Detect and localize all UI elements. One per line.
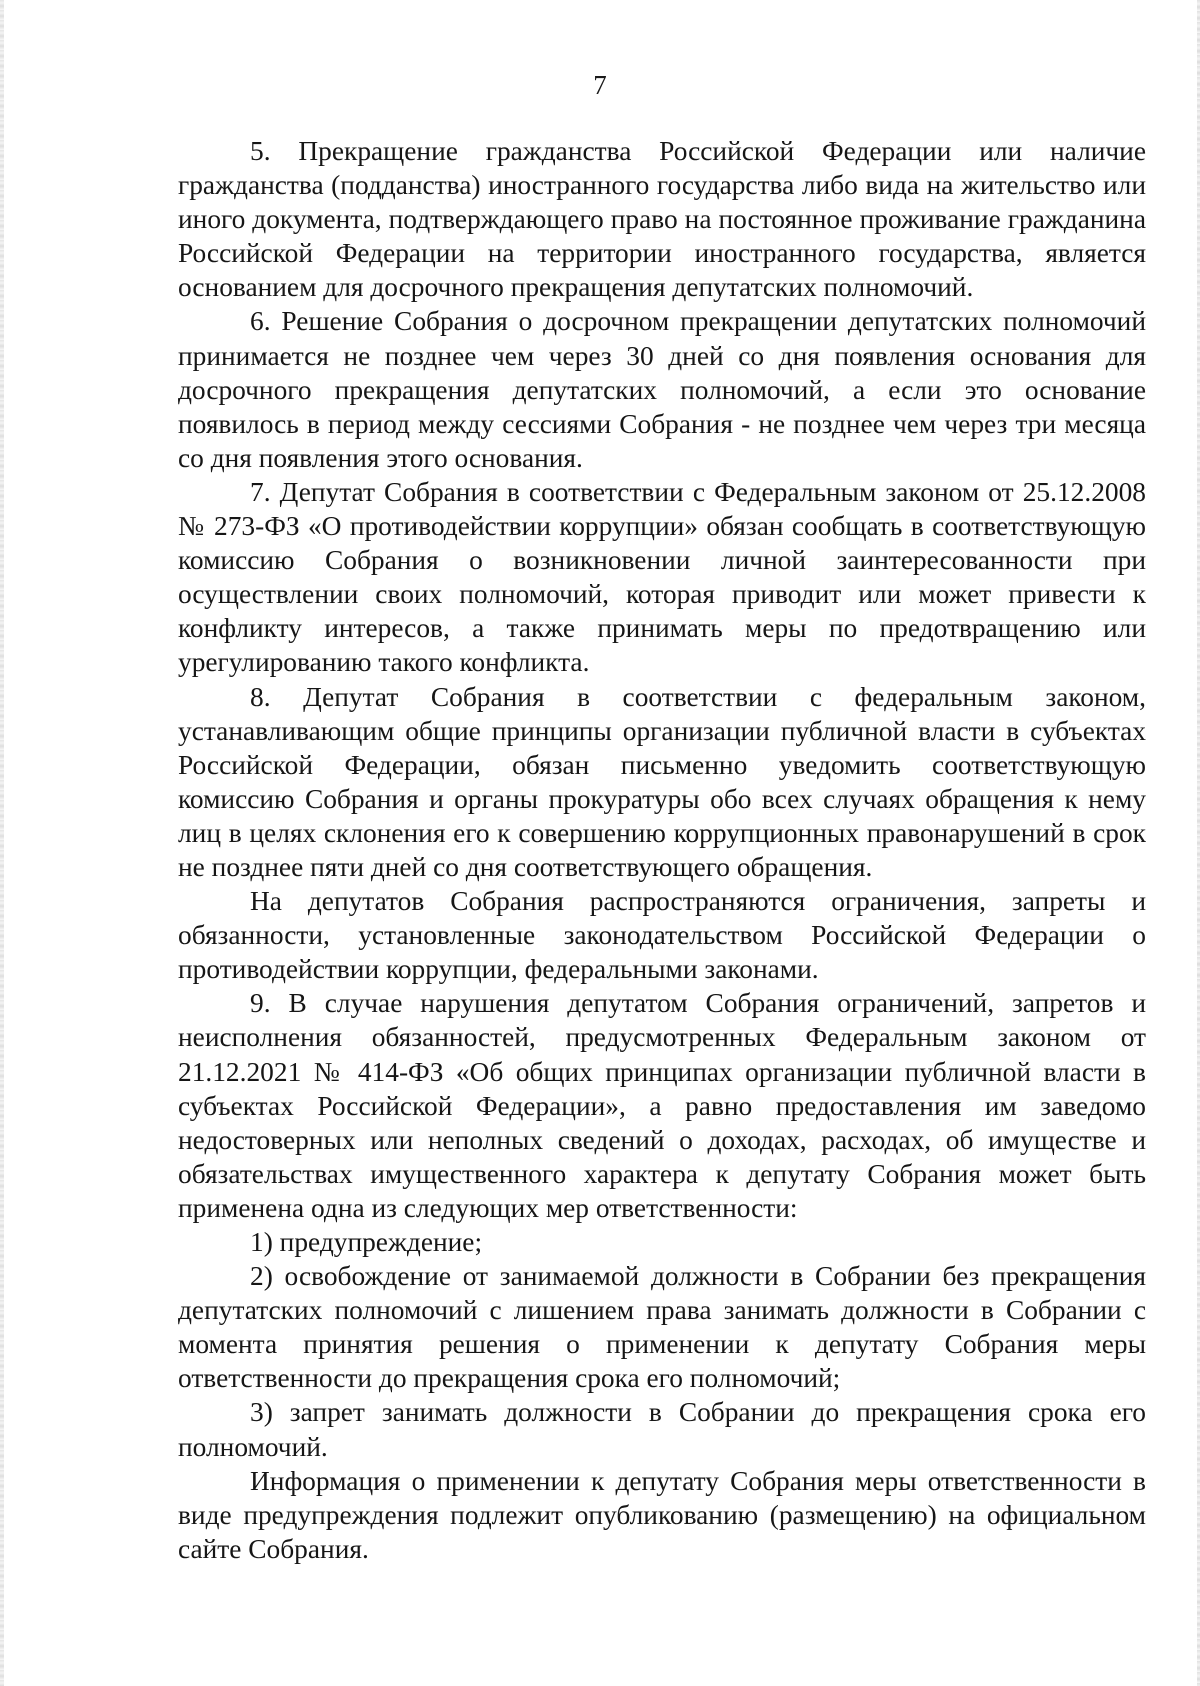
paragraph-item-6: 6. Решение Собрания о досрочном прекращении депутатских полномочий принимается не позднее чем через 30 дней со дня появления основания для досрочного прекращения депутатских полномочий, а если это основание появилось в период между сессиями Собрания - не позднее чем через три месяца со дня появления этого основания. [178, 306, 1146, 473]
document-body [178, 134, 1146, 1566]
paragraph-publication-info: Информация о применении к депутату Собрания меры ответственности в виде предупреждения подлежит опубликованию (размещению) на официальном сайте Собрания. [178, 1465, 1146, 1564]
paragraph-item-9: 9. В случае нарушения депутатом Собрания ограничений, запретов и неисполнения обязанностей, предусмотренных Федеральным законом от 21.12.2021 № 414-ФЗ «Об общих принципах организации публичной власти в субъектах Российской Федерации», а равно предоставления им заведомо недостоверных или неполных сведений о доходах, расходах, об имуществе и обязательствах имущественного характера к депутату Собрания может быть применена одна из следующих мер ответственности: [178, 988, 1146, 1223]
page-number: 7 [593, 70, 607, 100]
list-item-ban-on-positions: 3) запрет занимать должности в Собрании до прекращения срока его полномочий. [178, 1397, 1146, 1462]
scan-edge-left [0, 0, 4, 1686]
paragraph-item-8: 8. Депутат Собрания в соответствии с федеральным законом, устанавливающим общие принципы организации публичной власти в субъектах Российской Федерации, обязан письменно уведомить соответствующую комиссию Собрания и органы прокуратуры обо всех случаях обращения к нему лиц в целях склонения его к совершению коррупционных правонарушений в срок не позднее пяти дней со дня соответствующего обращения. [178, 681, 1146, 882]
paragraph-item-5: 5. Прекращение гражданства Российской Федерации или наличие гражданства (подданства) иностранного государства либо вида на жительство или иного документа, подтверждающего право на постоянное проживание гражданина Российской Федерации на территории иностранного государства, является основанием для досрочного прекращения депутатских полномочий. [178, 136, 1146, 303]
paragraph-anticorruption-obligations: На депутатов Собрания распространяются ограничения, запреты и обязанности, установленные законодательством Российской Федерации о противодействии коррупции, федеральными законами. [178, 886, 1146, 985]
list-item-warning: 1) предупреждение; [250, 1227, 483, 1257]
paragraph-item-7: 7. Депутат Собрания в соответствии с Федеральным законом от 25.12.2008 № 273-ФЗ «О противодействии коррупции» обязан сообщать в соответствующую комиссию Собрания о возникновении личной заинтересованности при осуществлении своих полномочий, которая приводит или может привести к конфликту интересов, а также принимать меры по предотвращению или урегулированию такого конфликта. [178, 476, 1146, 678]
list-item-release-from-position: 2) освобождение от занимаемой должности в Собрании без прекращения депутатских полномочий с лишением права занимать должности в Собрании с момента принятия решения о применении к депутату Собрания меры ответственности до прекращения срока его полномочий; [178, 1261, 1146, 1394]
